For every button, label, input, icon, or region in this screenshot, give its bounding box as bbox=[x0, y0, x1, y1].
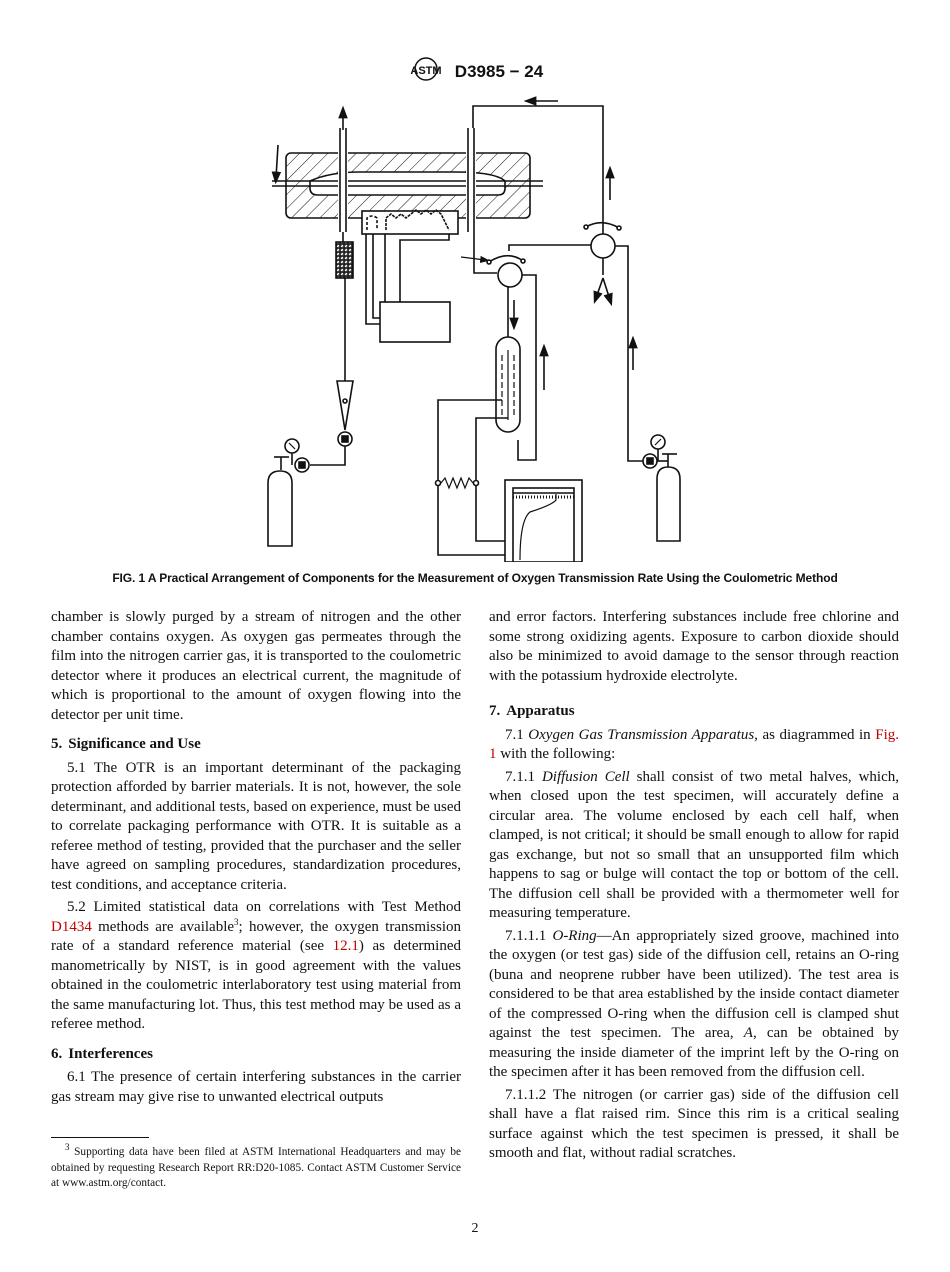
paragraph-7-1-1: 7.1.1 Diffusion Cell shall consist of two metal halves, which, when closed upon the test specimen, will accurately define a circular area. The volume enclosed by each cell half, when clamped, is not critical; it should be small enough to allow for rapid gas exchange, but not so small that an unsupported film which happens to sag or bulge will contact the top or bottom of the cell. The diffusion cell shall be provided with a thermometer well for measuring temperature. bbox=[489, 768, 900, 921]
paragraph-7-1: 7.1 Oxygen Gas Transmission Apparatus, as diagrammed in Fig. 1 with the following: bbox=[489, 726, 899, 762]
apparatus-diagram bbox=[260, 92, 720, 562]
power-supply-box bbox=[380, 302, 450, 342]
load-resistor bbox=[436, 478, 479, 488]
nitrogen-cylinder bbox=[268, 471, 292, 546]
page-header bbox=[0, 56, 950, 87]
selector-valve-left bbox=[498, 263, 522, 287]
section-6-heading: 6. Interferences bbox=[51, 1045, 153, 1062]
document-id: D3985 − 24 bbox=[454, 61, 544, 81]
paragraph-7-1-1-2: 7.1.1.2 The nitrogen (or carrier gas) side of the diffusion cell shall have a flat raised rim. Since this rim is a critical sealing surface against which the test specimen is pressed, it shall be smooth and flat, without radial scratches. bbox=[489, 1086, 899, 1161]
strip-chart-recorder bbox=[505, 480, 582, 562]
selector-valve-right bbox=[591, 234, 615, 258]
link-fig-1[interactable]: Fig. 1 bbox=[489, 726, 899, 762]
footnote-ref-3[interactable]: 3 bbox=[234, 916, 239, 927]
paragraph-7-1-1-1: 7.1.1.1 O-Ring—An appropriately sized groove, machined into the oxygen (or test gas) side of the diffusion cell, retains an O-ring (buna and neoprene rubber have been utilized). The test area is considered to be that area established by the inside contact diameter of the compressed O-ring when the diffusion cell is clamped shut against the test specimen. The area, A, can be obtained by measuring the inside diameter of the imprint left by the O-ring on the specimen after it has been removed from the diffusion cell. bbox=[489, 927, 899, 1080]
footnote-3: $^3$ Supporting data have been filed at ASTM International Headquarters and may be obtained by requesting Research Report RR:D20-1085. Contact ASTM Customer Service at www.astm.org/contact. bbox=[51, 1142, 461, 1189]
paragraph-5-1: 5.1 The OTR is an important determinant of the packaging protection afforded by barrier materials. It is not, however, the sole determinant, and additional tests, based on experience, must be used to correlate packaging performance with OTR. It is suitable as a referee method of testing, provided that the purchaser and the seller have agreed on sampling procedures, standardization procedures, test conditions, and acceptance criteria. bbox=[51, 759, 461, 893]
heater-block bbox=[362, 210, 458, 234]
intro-paragraph: chamber is slowly purged by a stream of nitrogen and the other chamber contains oxygen. As oxygen gas permeates through the film into the nitrogen carrier gas, it is transported to the coulometric detector where it produces an electrical current, the magnitude of which is proportional to the amount of oxygen flowing into the detector per unit time. bbox=[51, 609, 461, 723]
filter bbox=[336, 242, 353, 278]
left-column bbox=[51, 608, 461, 1110]
paragraph-5-2: 5.2 Limited statistical data on correlations with Test Method D1434 methods are available$^3$; however, the oxygen transmission rate of a standard reference material (see 12.1) as determined manometrically by NIST, is in good agreement with the values obtained in the coulometric interlaboratory test using material from the same manufacturing lot. Thus, this test method may be used as a referee method. bbox=[51, 899, 461, 1032]
paragraph-6-1-continued: and error factors. Interfering substances include free chlorine and some strong oxidizing agents. Exposure to carbon dioxide should also be minimized to avoid damage to the sensor through reaction with the potassium hydroxide electrolyte. bbox=[489, 609, 899, 684]
link-12-1[interactable]: 12.1 bbox=[332, 938, 359, 954]
link-d1434[interactable]: D1434 bbox=[51, 918, 92, 935]
flowmeter bbox=[337, 381, 353, 430]
page-number: 2 bbox=[471, 1221, 479, 1236]
right-column bbox=[489, 608, 899, 1167]
section-5-heading: 5. Significance and Use bbox=[51, 736, 201, 752]
section-7-heading: 7. Apparatus bbox=[489, 703, 575, 719]
footnote-divider bbox=[51, 1137, 149, 1138]
svg-text:ASTM: ASTM bbox=[410, 65, 442, 77]
astm-logo-icon bbox=[407, 56, 445, 87]
figure-caption: FIG. 1 A Practical Arrangement of Components for the Measurement of Oxygen Transmission Rate Using the Coulometric Method bbox=[112, 571, 838, 585]
oxygen-cylinder bbox=[657, 467, 680, 541]
paragraph-6-1: 6.1 The presence of certain interfering substances in the carrier gas stream may give rise to unwanted electrical outputs bbox=[51, 1069, 461, 1105]
